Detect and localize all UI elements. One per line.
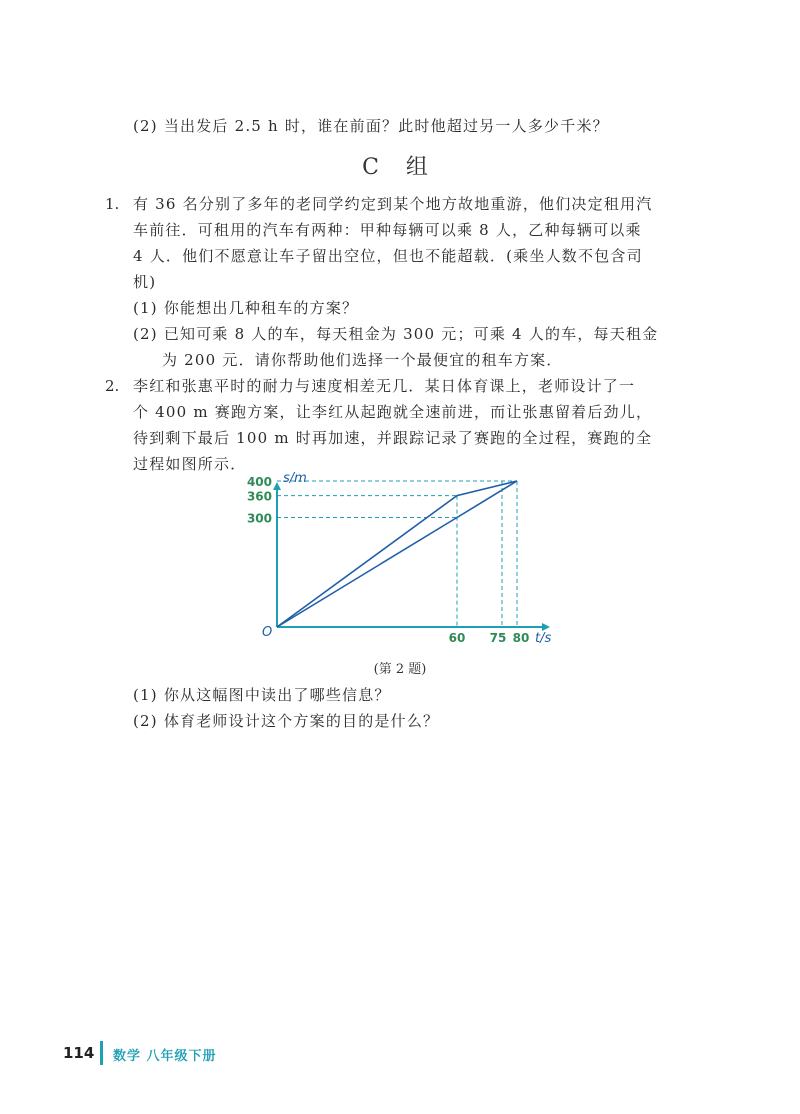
problem-1-line-1: 有 36 名分别了多年的老同学约定到某个地方故地重游，他们决定租用汽 xyxy=(133,195,653,213)
figure-caption: (第 2 题) xyxy=(373,662,427,677)
y-axis-label: s/m xyxy=(283,471,307,486)
problem-2-number: 2. xyxy=(105,377,120,395)
prev-question-line: (2) 当出发后 2.5 h 时，谁在前面？此时他超过另一人多少千米？ xyxy=(133,117,609,135)
problem-2-line-2: 个 400 m 赛跑方案，让李红从起跑就全速前进，而让张惠留着后劲儿， xyxy=(133,403,653,421)
y-tick-label-360: 360 xyxy=(246,489,272,504)
section-title: C 组 xyxy=(362,155,438,180)
problem-1-number: 1. xyxy=(105,195,120,213)
series-line-2 xyxy=(277,481,517,627)
book-title: 数学 八年级下册 xyxy=(113,1049,217,1064)
x-tick-label-80: 80 xyxy=(512,631,530,645)
x-tick-label-60: 60 xyxy=(448,631,466,645)
problem-1-sub-2-line-1: (2) 已知可乘 8 人的车，每天租金为 300 元；可乘 4 人的车，每天租金 xyxy=(133,325,659,343)
problem-1-line-3: 4 人．他们不愿意让车子留出空位，但也不能超载．(乘坐人数不包含司 xyxy=(133,247,643,265)
distance-time-chart xyxy=(0,470,800,650)
footer-divider xyxy=(100,1041,103,1065)
problem-1-line-2: 车前往．可租用的汽车有两种：甲种每辆可以乘 8 人，乙种每辆可以乘 xyxy=(133,221,642,239)
origin-label: O xyxy=(262,625,273,640)
problem-2-line-4: 过程如图所示． xyxy=(133,455,247,473)
problem-1-sub-1: (1) 你能想出几种租车的方案？ xyxy=(133,299,359,317)
problem-2-sub-1: (1) 你从这幅图中读出了哪些信息？ xyxy=(133,686,391,704)
x-tick-label-75: 75 xyxy=(489,631,507,645)
problem-1-line-4: 机) xyxy=(133,273,157,291)
problem-2-line-1: 李红和张惠平时的耐力与速度相差无几．某日体育课上，老师设计了一 xyxy=(133,377,636,395)
page-number: 114 xyxy=(63,1044,95,1062)
y-tick-label-400: 400 xyxy=(246,475,272,489)
problem-1-sub-2-line-2: 为 200 元．请你帮助他们选择一个最便宜的租车方案． xyxy=(162,351,563,369)
problem-2-line-3: 待到剩下最后 100 m 时再加速，并跟踪记录了赛跑的全过程，赛跑的全 xyxy=(133,429,653,447)
y-tick-label-300: 300 xyxy=(246,511,272,526)
x-axis-label: t/s xyxy=(535,631,552,646)
problem-2-sub-2: (2) 体育老师设计这个方案的目的是什么？ xyxy=(133,712,440,730)
